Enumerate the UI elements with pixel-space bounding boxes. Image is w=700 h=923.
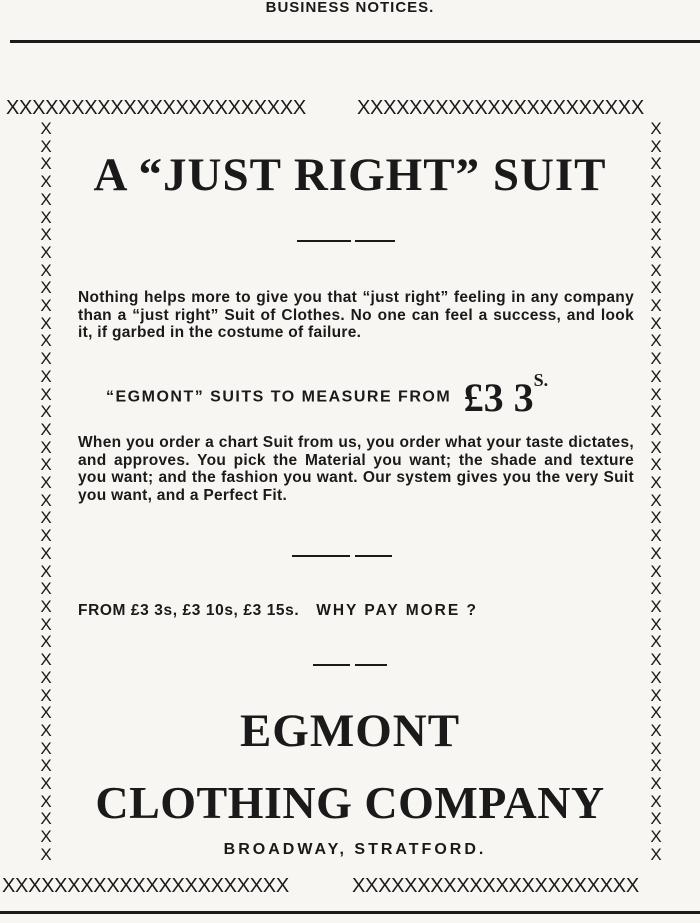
top-rule [10,40,700,43]
section-header: BUSINESS NOTICES. [265,0,435,16]
measure-price-suffix: S. [533,370,549,390]
border-bottom-left: XXXXXXXXXXXXXXXXXXXXXX [2,876,289,896]
border-top-right: XXXXXXXXXXXXXXXXXXXXXX [357,98,644,118]
border-right: X X X X X X X X X X X X X X X X X X X X X X X X X X X X X X X X X X X X X X X X X X [650,120,662,864]
divider [313,664,350,666]
measure-price: £3 3 [463,375,534,420]
bottom-rule [0,911,700,914]
company-address: BROADWAY, STRATFORD. [223,841,487,858]
company-type: CLOTHING COMPANY [95,777,605,828]
border-top-left: XXXXXXXXXXXXXXXXXXXXXXX [6,98,306,118]
body-paragraph: When you order a chart Suit from us, you order what your taste dictates, and approves. You pick the Material you want; the shade and texture you want; and the fashion you want. Our system gives you the very Suit you want, and a Perfect Fit. [78,434,634,504]
border-bottom-right: XXXXXXXXXXXXXXXXXXXXXX [352,876,639,896]
ad-title: A “JUST RIGHT” SUIT [93,149,607,201]
company-name: EGMONT [239,705,461,757]
border-left: X X X X X X X X X X X X X X X X X X X X X X X X X X X X X X X X X X X X X X X X X X [40,120,52,864]
divider [292,555,350,557]
why-pay-more: WHY PAY MORE ? [316,602,478,619]
divider [355,555,392,557]
divider [355,664,387,666]
divider [355,240,395,242]
divider [297,240,351,242]
intro-paragraph: Nothing helps more to give you that “just right” feeling in any company than a “just right” Suit of Clothes. No one can feel a success, and look it, if garbed in the costume of failure. [78,289,634,341]
measure-line [106,370,666,421]
measure-text: “EGMONT” SUITS TO MEASURE FROM [106,388,452,406]
price-list: FROM £3 3s, £3 10s, £3 15s. [78,602,300,619]
price-line [78,602,478,620]
